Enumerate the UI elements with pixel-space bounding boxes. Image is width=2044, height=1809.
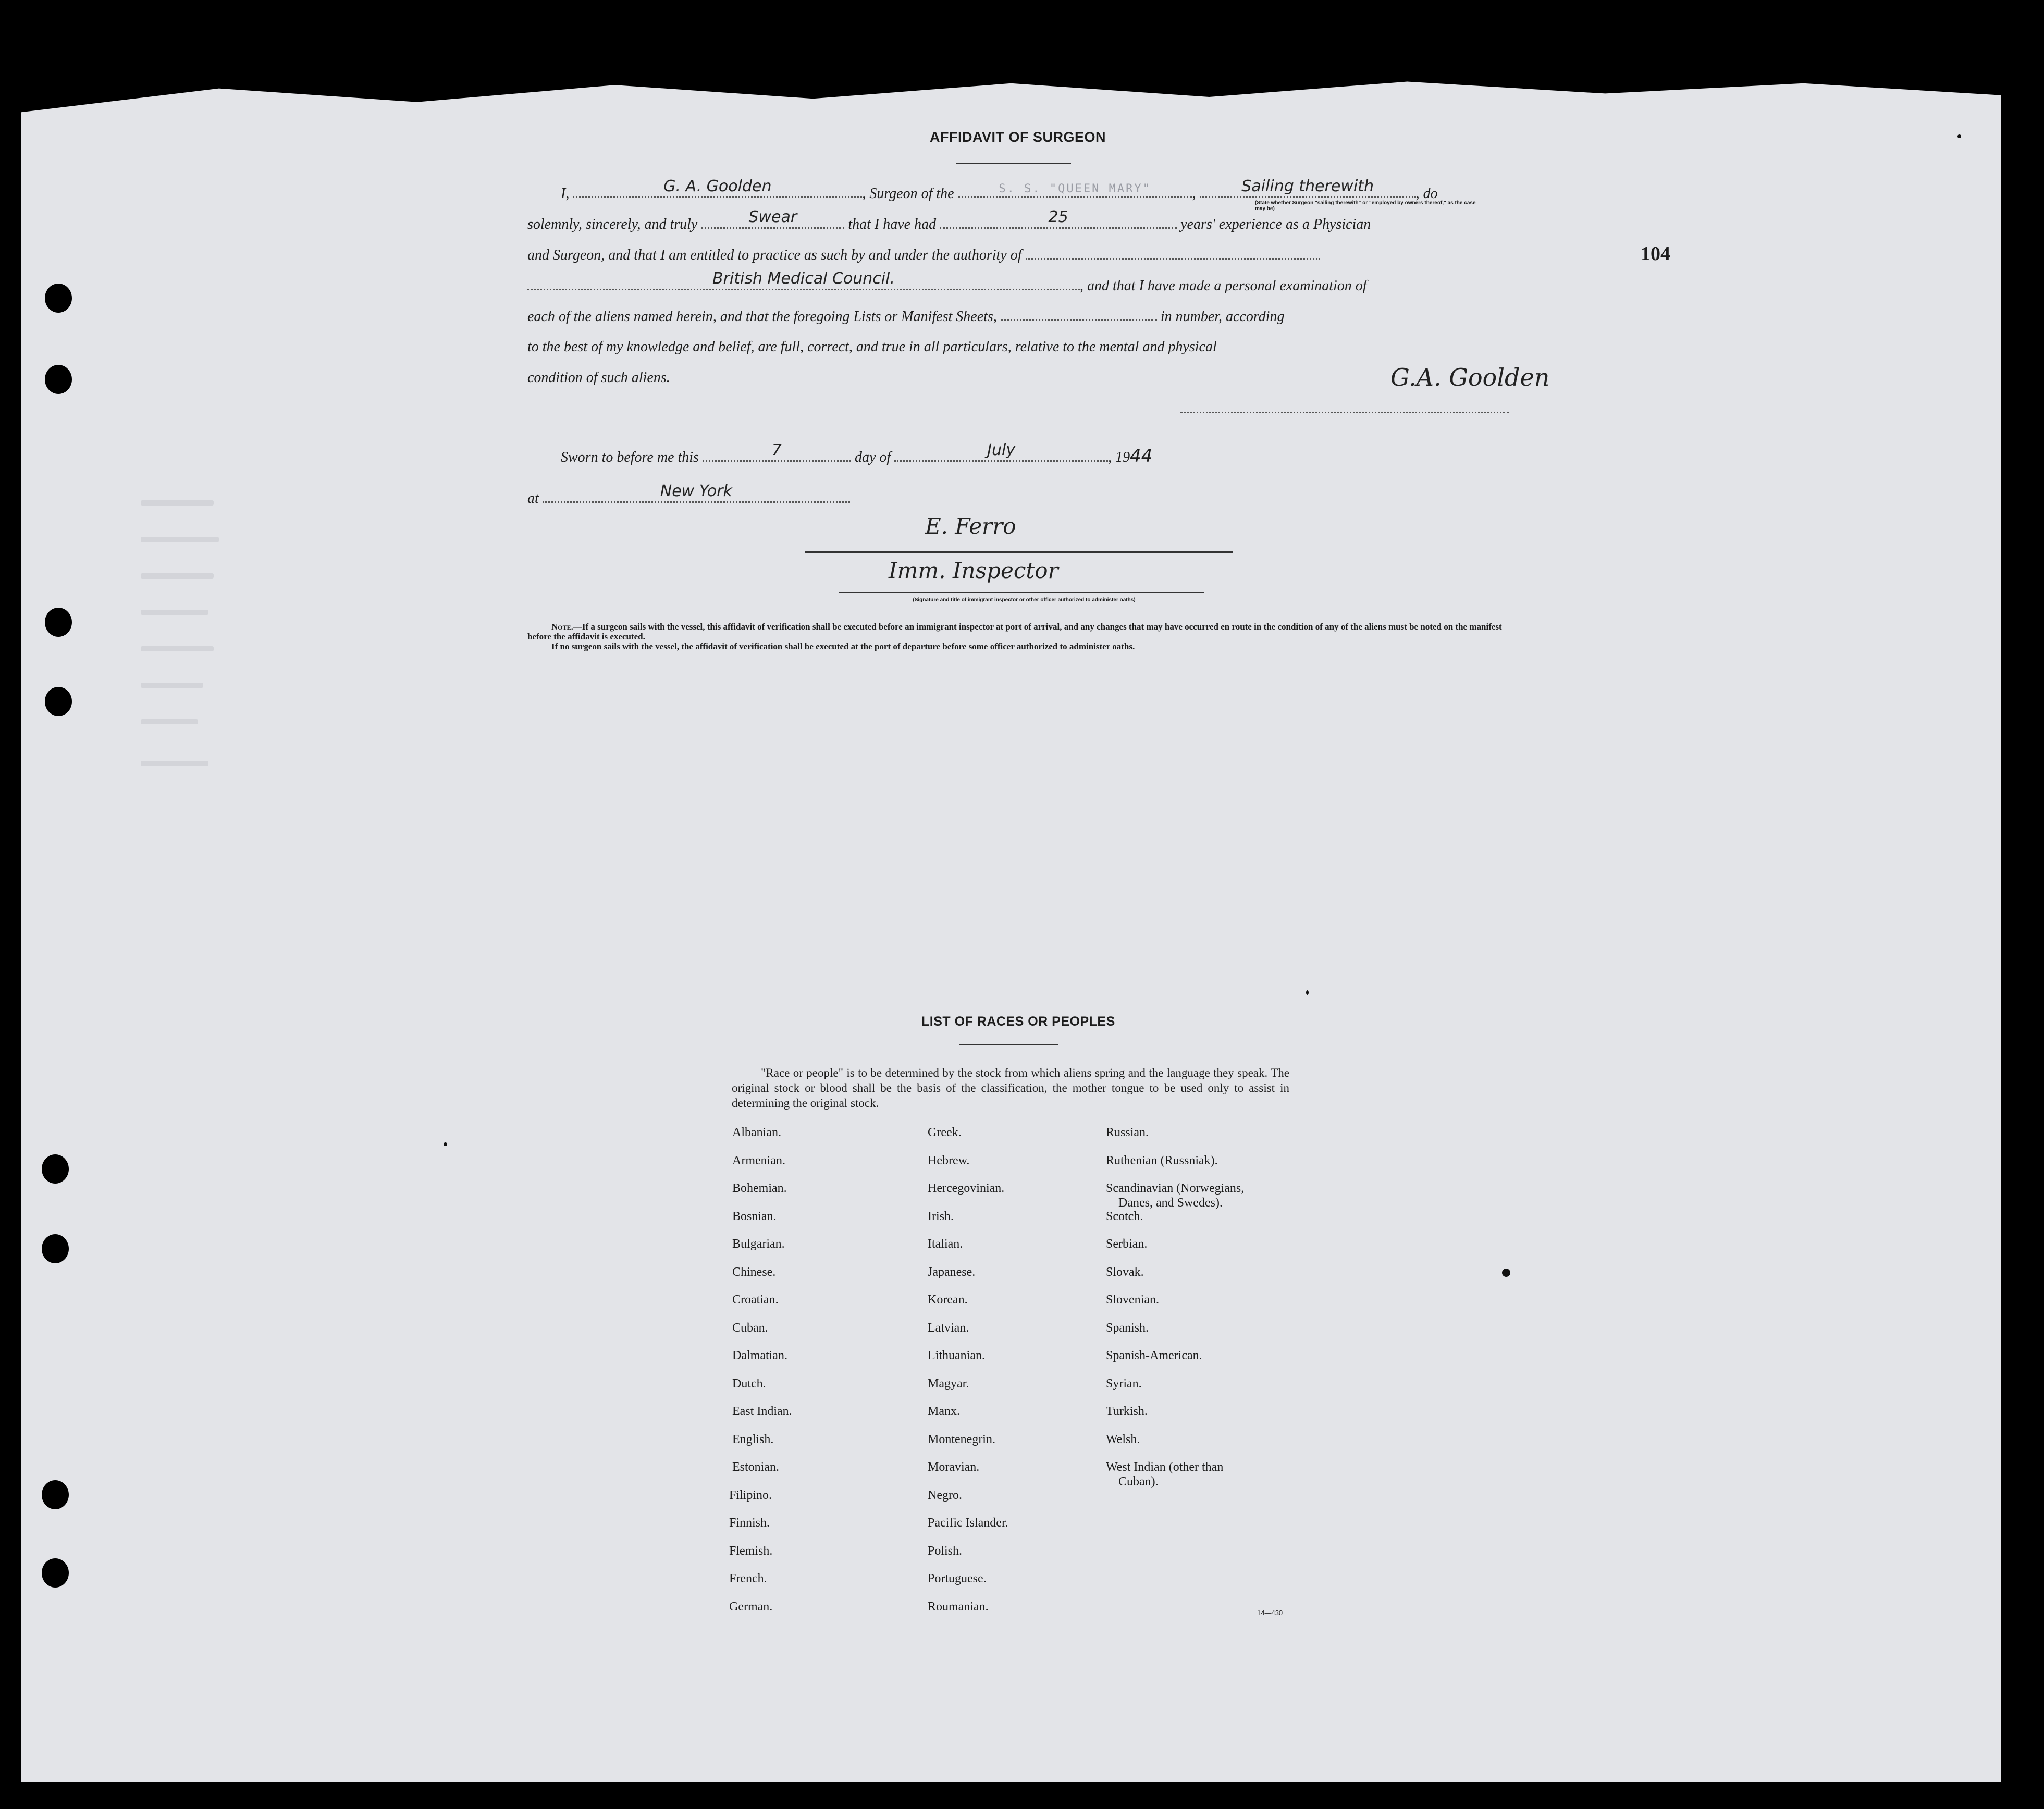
race-item-continuation: Cuban).	[1118, 1475, 1159, 1488]
officer-signature: E. Ferro	[925, 513, 1016, 539]
bleed-through-mark	[141, 761, 208, 766]
surgeon-name-field	[573, 177, 862, 198]
title-underline	[956, 163, 1071, 164]
text-i-have-had: that I have had	[848, 216, 937, 232]
race-item: Roumanian.	[928, 1599, 989, 1614]
oath-handwriting: Swear	[748, 208, 797, 226]
officer-caption: (Signature and title of immigrant inspector or other officer authorized to administer oaths)	[913, 597, 1136, 603]
authority-handwriting: British Medical Council.	[712, 269, 895, 288]
sworn-year-handwriting: 44	[1130, 446, 1153, 466]
punch-hole	[42, 1480, 69, 1509]
race-item: Armenian.	[732, 1153, 785, 1167]
race-item: Bohemian.	[732, 1182, 787, 1195]
race-item: Hebrew.	[928, 1153, 970, 1167]
affidavit-line-7: condition of such aliens.	[527, 370, 670, 386]
affidavit-line-3	[527, 247, 1320, 264]
note-label: Note.	[551, 622, 573, 632]
note-text-1: —If a surgeon sails with the vessel, this affidavit of verification shall be executed before an immigrant inspector at port of arrival, and any changes that may have occurred en route in the condition of any of the aliens must be noted on the manifest before the affidavit is executed.	[527, 622, 1502, 642]
place-line	[527, 482, 850, 507]
race-item: Filipino.	[729, 1488, 772, 1502]
race-item: Hercegovinian.	[928, 1182, 1005, 1195]
bleed-through-mark	[141, 610, 208, 615]
race-item: German.	[729, 1599, 773, 1614]
employment-handwriting: Sailing therewith	[1241, 177, 1374, 195]
race-item: Welsh.	[1106, 1432, 1140, 1446]
race-item: Portuguese.	[928, 1572, 987, 1585]
race-item: Negro.	[928, 1488, 962, 1502]
text-in-number: in number, according	[1160, 309, 1285, 325]
bleed-through-mark	[141, 573, 214, 579]
punch-hole	[45, 608, 72, 637]
line-3-blank	[1026, 247, 1320, 260]
years-handwriting: 25	[1048, 208, 1068, 226]
punch-hole	[42, 1234, 69, 1263]
races-title: LIST OF RACES OR PEOPLES	[921, 1014, 1115, 1029]
bleed-through-mark	[141, 537, 219, 542]
employment-field	[1200, 177, 1416, 198]
text-i: I,	[561, 186, 570, 202]
punch-hole	[45, 284, 72, 313]
race-item: West Indian (other than	[1106, 1460, 1224, 1474]
race-item: Greek.	[928, 1126, 962, 1139]
race-item: Bulgarian.	[732, 1237, 785, 1251]
officer-title-handwriting: Imm. Inspector	[889, 558, 1058, 583]
sworn-day-field	[703, 441, 851, 462]
race-item: Italian.	[928, 1237, 963, 1251]
race-item: Flemish.	[729, 1544, 773, 1558]
text-year-prefix: , 19	[1108, 449, 1130, 465]
race-item: Manx.	[928, 1405, 960, 1418]
race-item: Turkish.	[1106, 1405, 1148, 1418]
officer-signature-line	[805, 551, 1233, 553]
race-item: Polish.	[928, 1544, 963, 1558]
bleed-through-mark	[141, 719, 198, 724]
race-item-continuation: Danes, and Swedes).	[1118, 1196, 1223, 1210]
race-item: Moravian.	[928, 1460, 980, 1474]
note-text-2: If no surgeon sails with the vessel, the affidavit of verification shall be executed at the port of departure before some officer authorized to administer oaths.	[551, 642, 1135, 651]
text-at: at	[527, 490, 539, 507]
text-comma: ,	[1192, 186, 1196, 202]
races-title-underline	[959, 1044, 1058, 1045]
ship-name-typed: S. S. "QUEEN MARY"	[999, 182, 1151, 195]
race-item: Scotch.	[1106, 1209, 1143, 1223]
document-page	[21, 78, 2001, 1782]
race-item: Korean.	[928, 1293, 968, 1307]
race-item: Albanian.	[732, 1126, 781, 1139]
race-item: Slovenian.	[1106, 1293, 1159, 1307]
employment-note: (State whether Surgeon "sailing therewith" or "employed by owners thereof," as the case may be)	[1255, 200, 1476, 212]
affidavit-line-4	[527, 269, 1367, 294]
text-years-experience: years' experience as a Physician	[1180, 216, 1371, 232]
affidavit-line-2	[527, 208, 1371, 233]
race-item: Chinese.	[732, 1265, 776, 1279]
text-comma: ,	[1415, 186, 1420, 202]
race-item: Lithuanian.	[928, 1349, 985, 1362]
race-item: Ruthenian (Russniak).	[1106, 1153, 1218, 1167]
officer-title-line	[839, 592, 1204, 593]
text-day-of: day of	[854, 449, 891, 465]
place-field	[543, 482, 850, 503]
text-surgeon-of: , Surgeon of the	[862, 186, 954, 202]
affidavit-line-5	[527, 308, 1285, 325]
race-item: Spanish.	[1106, 1321, 1149, 1335]
race-item: Japanese.	[928, 1265, 976, 1279]
race-item: English.	[732, 1432, 774, 1446]
punch-hole	[42, 1154, 69, 1184]
speck	[1957, 134, 1961, 138]
race-item: Dalmatian.	[732, 1349, 787, 1362]
speck	[444, 1142, 447, 1146]
race-item: Latvian.	[928, 1321, 969, 1335]
race-item: East Indian.	[732, 1405, 792, 1418]
race-item: Syrian.	[1106, 1376, 1142, 1390]
text-do: do	[1423, 186, 1438, 202]
text-and-surgeon: and Surgeon, and that I am entitled to practice as such by and under the authority of	[527, 247, 1022, 263]
punch-hole	[42, 1558, 69, 1588]
sworn-month-field	[894, 441, 1108, 462]
race-item: Magyar.	[928, 1376, 969, 1390]
page-number: 104	[1641, 243, 1670, 265]
affidavit-title: AFFIDAVIT OF SURGEON	[930, 129, 1106, 145]
sworn-line	[561, 441, 1153, 466]
punch-hole	[45, 365, 72, 394]
race-item: Slovak.	[1106, 1265, 1144, 1279]
text-solemnly: solemnly, sincerely, and truly	[527, 216, 698, 232]
speck	[1502, 1269, 1510, 1277]
oath-field	[701, 208, 844, 229]
bleed-through-mark	[141, 646, 214, 651]
races-intro: "Race or people" is to be determined by the stock from which aliens spring and the language they speak. The original stock or blood shall be the basis of the classification, the mother tongue to be used only to assist in determining the original stock.	[732, 1066, 1289, 1110]
race-item: Finnish.	[729, 1516, 770, 1530]
affidavit-note	[527, 622, 1508, 651]
race-item: French.	[729, 1572, 767, 1585]
text-each-of-aliens: each of the aliens named herein, and that the foregoing Lists or Manifest Sheets,	[527, 309, 997, 325]
race-item: Russian.	[1106, 1126, 1149, 1139]
form-number: 14—430	[1257, 1609, 1283, 1617]
surgeon-signature-line	[1180, 412, 1509, 413]
text-sworn: Sworn to before me this	[561, 449, 699, 465]
bleed-through-mark	[141, 500, 214, 506]
authority-field	[527, 269, 1080, 290]
race-item: Scandinavian (Norwegians,	[1106, 1182, 1245, 1195]
sworn-month-handwriting: July	[987, 441, 1016, 459]
sworn-day-handwriting: 7	[771, 441, 782, 459]
text-personal-examination: , and that I have made a personal examination of	[1080, 278, 1367, 294]
race-item: Estonian.	[732, 1460, 779, 1474]
affidavit-line-6: to the best of my knowledge and belief, are full, correct, and true in all particulars, relative to the mental and physical	[527, 339, 1217, 355]
punch-hole	[45, 687, 72, 716]
speck	[1306, 990, 1309, 995]
race-item: Croatian.	[732, 1293, 779, 1307]
race-item: Spanish-American.	[1106, 1349, 1202, 1362]
sheet-count-field	[1001, 308, 1157, 321]
surgeon-name-handwriting: G. A. Goolden	[663, 177, 772, 195]
race-item: Irish.	[928, 1209, 954, 1223]
race-item: Pacific Islander.	[928, 1516, 1008, 1530]
surgeon-signature: G.A. Goolden	[1390, 363, 1550, 391]
race-item: Serbian.	[1106, 1237, 1148, 1251]
years-field	[940, 208, 1177, 229]
race-item: Cuban.	[732, 1321, 768, 1335]
race-item: Dutch.	[732, 1376, 766, 1390]
ship-name-field	[958, 182, 1192, 198]
bleed-through-mark	[141, 683, 203, 688]
place-handwriting: New York	[660, 482, 732, 500]
race-item: Montenegrin.	[928, 1432, 995, 1446]
race-item: Bosnian.	[732, 1209, 777, 1223]
